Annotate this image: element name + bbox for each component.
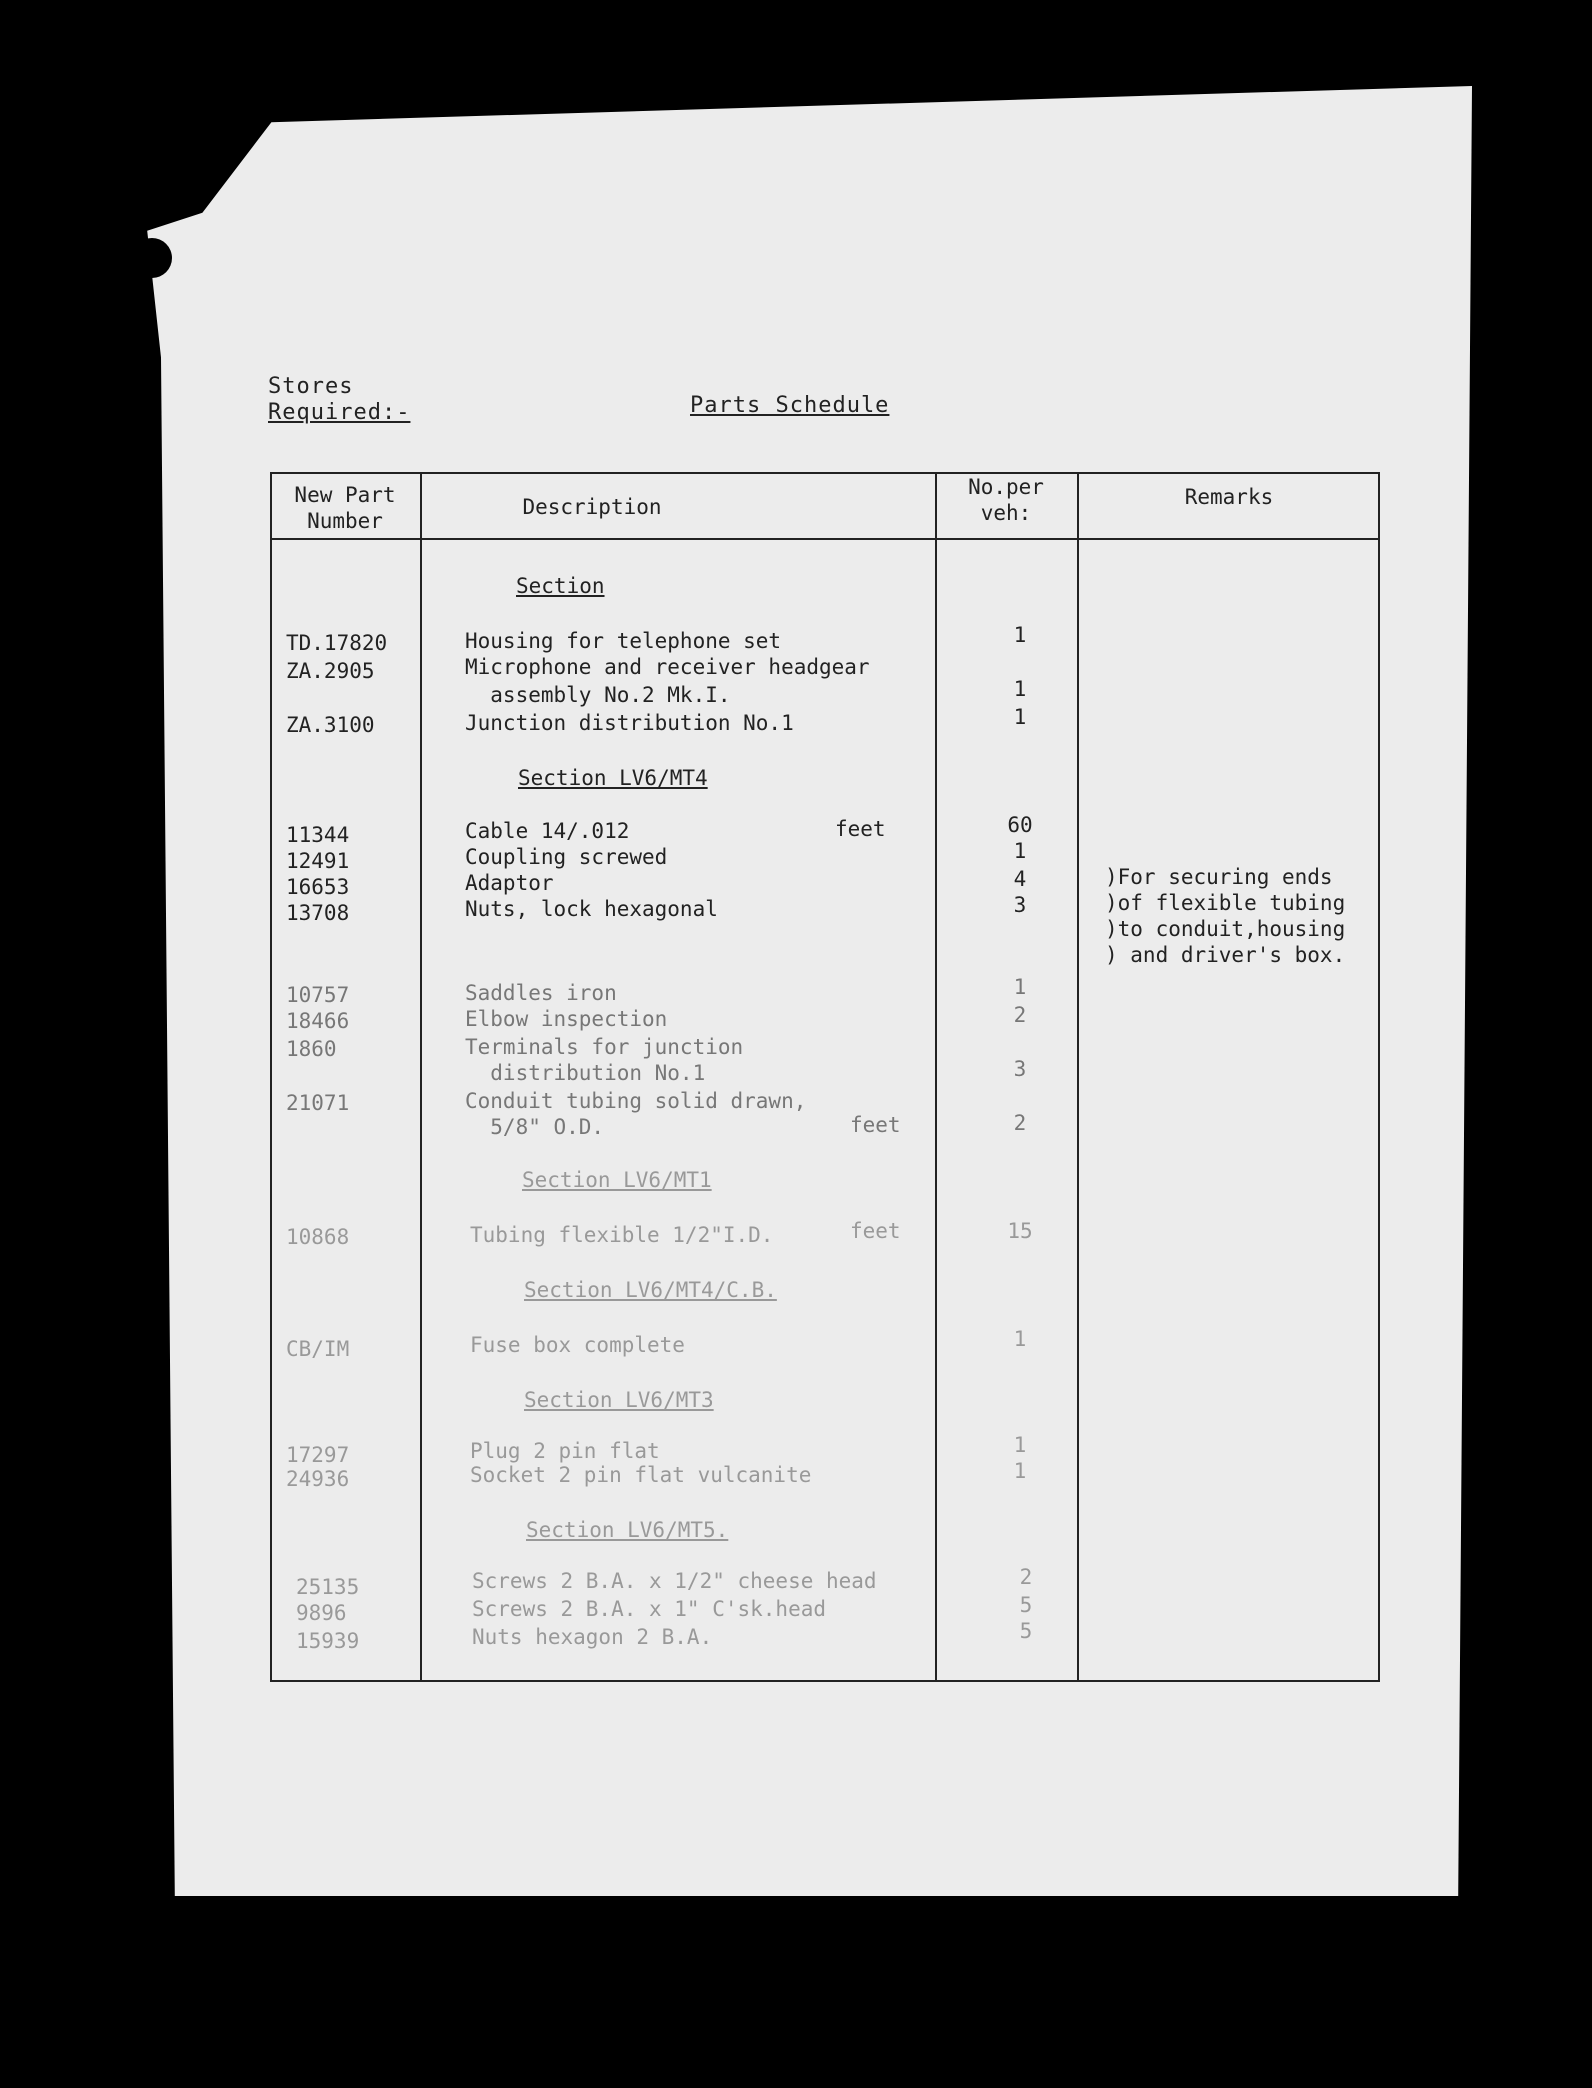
part-qty: 2: [1013, 1111, 1027, 1135]
part-qty: 1: [1013, 623, 1027, 647]
part-number: 25135: [296, 1575, 360, 1599]
part-number: 18466: [286, 1009, 350, 1033]
part-description: Screws 2 B.A. x 1/2" cheese head: [472, 1569, 877, 1593]
part-qty: 5: [1019, 1593, 1033, 1617]
part-description: Socket 2 pin flat vulcanite: [470, 1463, 812, 1487]
part-description: Conduit tubing solid drawn,: [465, 1089, 807, 1113]
section-heading: Section LV6/MT4/C.B.: [524, 1278, 777, 1302]
part-number: 1860: [286, 1037, 337, 1061]
part-description: Nuts, lock hexagonal: [465, 897, 718, 921]
part-qty: 5: [1019, 1619, 1033, 1643]
stores-label: Stores: [268, 374, 354, 399]
part-qty: 1: [1013, 1459, 1027, 1483]
part-number: 9896: [296, 1601, 347, 1625]
remark-line: )For securing ends: [1105, 865, 1333, 889]
col-header-part-number: New Part Number: [294, 483, 396, 533]
remark-line: ) and driver's box.: [1105, 943, 1346, 967]
part-description: Cable 14/.012: [465, 819, 630, 843]
part-qty: 1: [1013, 677, 1027, 701]
part-qty: 1: [1013, 705, 1027, 729]
part-qty: 1: [1013, 839, 1027, 863]
part-description: Nuts hexagon 2 B.A.: [472, 1625, 713, 1649]
part-description-cont: distribution No.1: [465, 1061, 706, 1085]
part-description: Adaptor: [465, 871, 554, 895]
part-qty: 60: [1007, 813, 1033, 837]
part-number: 11344: [286, 823, 350, 847]
part-number: ZA.2905: [286, 659, 375, 683]
part-number: 15939: [296, 1629, 360, 1653]
column-divider: [420, 472, 422, 1682]
section-heading: Section LV6/MT4: [518, 766, 708, 790]
part-qty: 2: [1013, 1003, 1027, 1027]
header-divider: [270, 538, 1380, 540]
part-qty: 1: [1013, 1433, 1027, 1457]
part-description: Junction distribution No.1: [465, 711, 794, 735]
section-heading: Section: [516, 574, 605, 598]
remark-line: )of flexible tubing: [1105, 891, 1346, 915]
section-heading: Section LV6/MT1: [522, 1168, 712, 1192]
part-number: 17297: [286, 1443, 350, 1467]
part-number: 10868: [286, 1225, 350, 1249]
part-description: Plug 2 pin flat: [470, 1439, 660, 1463]
part-qty: 3: [1013, 893, 1027, 917]
part-description: Coupling screwed: [465, 845, 668, 869]
part-unit: feet: [850, 1219, 901, 1243]
part-unit: feet: [850, 1113, 901, 1137]
part-qty: 3: [1013, 1057, 1027, 1081]
part-description: Housing for telephone set: [465, 629, 782, 653]
part-description: Microphone and receiver headgear: [465, 655, 870, 679]
required-label: Required:-: [268, 400, 411, 425]
column-divider: [935, 472, 937, 1682]
part-number: 12491: [286, 849, 350, 873]
part-number: 16653: [286, 875, 350, 899]
part-description: Elbow inspection: [465, 1007, 668, 1031]
part-number: CB/IM: [286, 1337, 350, 1361]
part-qty: 1: [1013, 1327, 1027, 1351]
part-number: TD.17820: [286, 631, 388, 655]
column-divider: [1077, 472, 1079, 1682]
part-description-cont: assembly No.2 Mk.I.: [465, 683, 731, 707]
part-number: 10757: [286, 983, 350, 1007]
part-number: 13708: [286, 901, 350, 925]
part-description-cont: 5/8" O.D.: [465, 1115, 605, 1139]
part-description: Screws 2 B.A. x 1" C'sk.head: [472, 1597, 827, 1621]
part-number: 24936: [286, 1467, 350, 1491]
part-qty: 4: [1013, 867, 1027, 891]
part-qty: 2: [1019, 1565, 1033, 1589]
part-description: Tubing flexible 1/2"I.D.: [470, 1223, 774, 1247]
section-heading: Section LV6/MT5.: [526, 1518, 729, 1542]
col-header-qty: No.per veh:: [968, 475, 1044, 525]
punch-hole: [132, 238, 172, 278]
part-qty: 15: [1007, 1219, 1033, 1243]
part-description: Fuse box complete: [470, 1333, 685, 1357]
section-heading: Section LV6/MT3: [524, 1388, 714, 1412]
part-description: Terminals for junction: [465, 1035, 744, 1059]
remark-line: )to conduit,housing: [1105, 917, 1346, 941]
part-qty: 1: [1013, 975, 1027, 999]
part-number: 21071: [286, 1091, 350, 1115]
part-number: ZA.3100: [286, 713, 375, 737]
col-header-remarks: Remarks: [1184, 485, 1274, 509]
page-title: Parts Schedule: [690, 393, 890, 418]
col-header-description: Description: [522, 495, 662, 519]
part-description: Saddles iron: [465, 981, 617, 1005]
part-unit: feet: [835, 817, 886, 841]
